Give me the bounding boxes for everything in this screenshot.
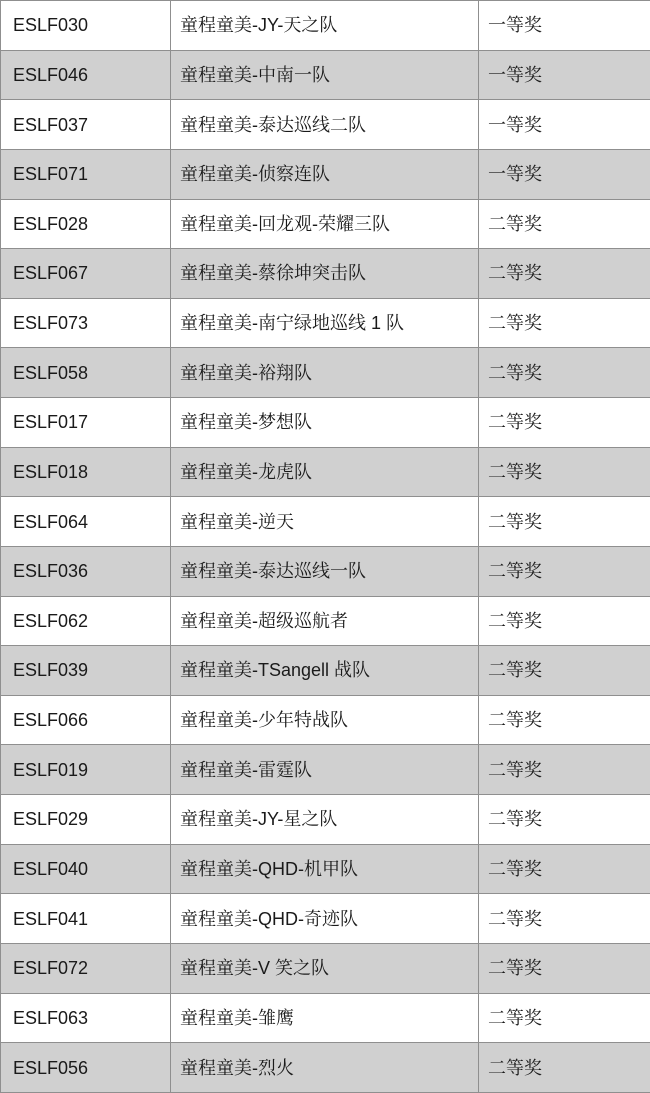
table-row <box>1 50 650 100</box>
team-code-cell: ESLF029 <box>1 795 171 845</box>
award-cell: 一等奖 <box>479 1 650 51</box>
team-name-cell: 童程童美-梦想队 <box>171 398 479 448</box>
team-name-cell: 童程童美-泰达巡线一队 <box>171 546 479 596</box>
team-code-cell: ESLF028 <box>1 199 171 249</box>
award-cell: 二等奖 <box>479 249 650 299</box>
award-cell: 二等奖 <box>479 646 650 696</box>
team-name-cell: 童程童美-超级巡航者 <box>171 596 479 646</box>
table-row <box>1 993 650 1043</box>
team-code-cell: ESLF017 <box>1 398 171 448</box>
table-row <box>1 646 650 696</box>
team-code-cell: ESLF046 <box>1 50 171 100</box>
team-code-cell: ESLF071 <box>1 149 171 199</box>
team-name-cell: 童程童美-龙虎队 <box>171 447 479 497</box>
award-cell: 二等奖 <box>479 844 650 894</box>
table-row <box>1 1 650 51</box>
team-name-cell: 童程童美-V 笑之队 <box>171 943 479 993</box>
table-row <box>1 447 650 497</box>
table-row <box>1 149 650 199</box>
team-name-cell: 童程童美-雷霆队 <box>171 745 479 795</box>
table-row <box>1 100 650 150</box>
team-code-cell: ESLF036 <box>1 546 171 596</box>
team-name-cell: 童程童美-侦察连队 <box>171 149 479 199</box>
award-cell: 一等奖 <box>479 100 650 150</box>
team-name-cell: 童程童美-TSangell 战队 <box>171 646 479 696</box>
team-code-cell: ESLF062 <box>1 596 171 646</box>
team-code-cell: ESLF039 <box>1 646 171 696</box>
team-name-cell: 童程童美-QHD-奇迹队 <box>171 894 479 944</box>
award-cell: 一等奖 <box>479 50 650 100</box>
table-row <box>1 199 650 249</box>
award-cell: 一等奖 <box>479 149 650 199</box>
team-name-cell: 童程童美-少年特战队 <box>171 695 479 745</box>
table-row <box>1 546 650 596</box>
award-cell: 二等奖 <box>479 695 650 745</box>
award-cell: 二等奖 <box>479 447 650 497</box>
team-name-cell: 童程童美-JY-星之队 <box>171 795 479 845</box>
award-cell: 二等奖 <box>479 497 650 547</box>
table-row <box>1 795 650 845</box>
award-cell: 二等奖 <box>479 398 650 448</box>
award-cell: 二等奖 <box>479 745 650 795</box>
award-cell: 二等奖 <box>479 348 650 398</box>
table-row <box>1 943 650 993</box>
team-name-cell: 童程童美-雏鹰 <box>171 993 479 1043</box>
award-cell: 二等奖 <box>479 1043 650 1093</box>
team-name-cell: 童程童美-裕翔队 <box>171 348 479 398</box>
table-row <box>1 745 650 795</box>
table-row <box>1 348 650 398</box>
table-row <box>1 894 650 944</box>
team-name-cell: 童程童美-中南一队 <box>171 50 479 100</box>
team-name-cell: 童程童美-泰达巡线二队 <box>171 100 479 150</box>
team-name-cell: 童程童美-JY-天之队 <box>171 1 479 51</box>
team-name-cell: 童程童美-QHD-机甲队 <box>171 844 479 894</box>
team-code-cell: ESLF030 <box>1 1 171 51</box>
team-name-cell: 童程童美-烈火 <box>171 1043 479 1093</box>
team-code-cell: ESLF018 <box>1 447 171 497</box>
team-code-cell: ESLF073 <box>1 298 171 348</box>
award-cell: 二等奖 <box>479 993 650 1043</box>
team-code-cell: ESLF040 <box>1 844 171 894</box>
team-code-cell: ESLF066 <box>1 695 171 745</box>
award-cell: 二等奖 <box>479 298 650 348</box>
team-name-cell: 童程童美-南宁绿地巡线 1 队 <box>171 298 479 348</box>
table-row <box>1 596 650 646</box>
table-row <box>1 298 650 348</box>
team-code-cell: ESLF041 <box>1 894 171 944</box>
table-row <box>1 497 650 547</box>
award-cell: 二等奖 <box>479 596 650 646</box>
team-code-cell: ESLF019 <box>1 745 171 795</box>
team-code-cell: ESLF056 <box>1 1043 171 1093</box>
team-name-cell: 童程童美-蔡徐坤突击队 <box>171 249 479 299</box>
award-cell: 二等奖 <box>479 546 650 596</box>
award-cell: 二等奖 <box>479 943 650 993</box>
table-row <box>1 695 650 745</box>
team-code-cell: ESLF067 <box>1 249 171 299</box>
team-name-cell: 童程童美-逆天 <box>171 497 479 547</box>
team-code-cell: ESLF037 <box>1 100 171 150</box>
award-cell: 二等奖 <box>479 894 650 944</box>
table-row <box>1 1043 650 1093</box>
award-cell: 二等奖 <box>479 795 650 845</box>
table-row <box>1 249 650 299</box>
table-row <box>1 398 650 448</box>
team-code-cell: ESLF072 <box>1 943 171 993</box>
team-code-cell: ESLF064 <box>1 497 171 547</box>
award-table-body <box>1 1 650 1093</box>
team-code-cell: ESLF063 <box>1 993 171 1043</box>
team-code-cell: ESLF058 <box>1 348 171 398</box>
table-row <box>1 844 650 894</box>
team-name-cell: 童程童美-回龙观-荣耀三队 <box>171 199 479 249</box>
award-cell: 二等奖 <box>479 199 650 249</box>
